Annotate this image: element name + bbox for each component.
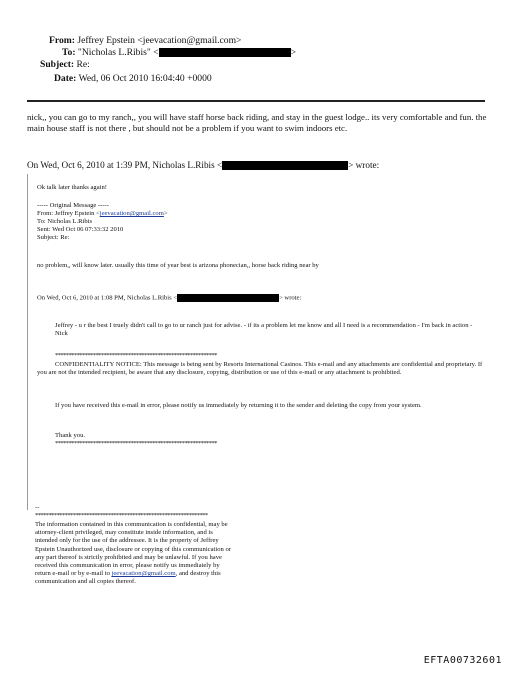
to-value: "Nicholas L.Ribis" < — [77, 47, 159, 58]
date-line — [54, 73, 212, 85]
subject-value: Re: — [76, 59, 90, 70]
to-close: > — [290, 47, 297, 58]
date-value: Wed, 06 Oct 2010 16:04:40 +0000 — [78, 73, 212, 84]
original-body: no problem,, will know later. usually this time of year best is arizona phonecian,, horse back riding near by — [37, 262, 319, 269]
original-message-header: ----- Original Message ----- — [37, 202, 109, 209]
subject-line — [40, 59, 90, 71]
stars-divider: ************************************************************ — [55, 352, 217, 359]
message-body: nick,, you can go to my ranch,, you will have staff horse back riding, and stay in the guest lodge.. its very comfortable and fun. the main house staff is not there , but should not be a problem if you want to swim indoors etc. — [27, 112, 487, 133]
date-label: Date: — [54, 73, 77, 84]
to-line — [62, 47, 296, 59]
original-from — [37, 210, 168, 218]
subject-label: Subject: — [40, 59, 75, 70]
header-divider — [27, 100, 485, 102]
to-label: To: — [62, 47, 76, 58]
original-from-close: > — [163, 210, 168, 217]
nick-message: Jeffrey - u r the best I truely didn't call to go to ur ranch just for advise. - if its a problem let me know and all I need is a recommendation - I'm back in action - Nick — [55, 322, 473, 338]
redaction-block — [159, 48, 291, 57]
reply-intro — [27, 160, 379, 171]
wrote-line-2 — [37, 294, 301, 303]
original-subject: Subject: Re: — [37, 234, 70, 241]
redaction-block — [177, 294, 279, 302]
from-label: From: — [49, 35, 75, 46]
bates-number: EFTA00732601 — [423, 655, 502, 666]
footer-disclaimer-end: , and destroy this communication and all copies thereof. — [35, 570, 221, 586]
footer-disclaimer — [35, 521, 235, 587]
reply-intro-text: On Wed, Oct 6, 2010 at 1:39 PM, Nicholas L.Ribis < — [27, 160, 223, 170]
quoted-reply — [27, 174, 490, 510]
thank-you: Thank you. — [55, 432, 86, 439]
email-link[interactable]: jeevacation@gmail.com — [99, 210, 164, 217]
signature-dashes: -- — [35, 504, 40, 511]
quoted-line: Ok talk later thanks again! — [37, 184, 107, 191]
original-from-text: From: Jeffrey Epstein < — [37, 210, 100, 217]
reply-intro-wrote: > wrote: — [348, 160, 380, 170]
footer-disclaimer-text: The information contained in this communication is confidential, may be attorney-client privileged, may constitute inside information, and is intended only for the use of the addressee. It is the property of Jeffrey Epstein Unauthorized use, disclosure or copying of this communication or any part thereof is strictly prohibited and may be unlawful. If you have received this communication in error, please notify us immediately by return e-mail or by e-mail to — [35, 521, 231, 578]
wrote-line-2-text: On Wed, Oct 6, 2010 at 1:08 PM, Nicholas L.Ribis < — [37, 294, 178, 302]
from-value: Jeffrey Epstein <jeevacation@gmail.com> — [77, 35, 242, 46]
from-line — [49, 35, 241, 47]
confidentiality-notice — [37, 361, 485, 377]
redaction-block — [222, 161, 348, 170]
original-to: To: Nicholas L.Ribis — [37, 218, 93, 225]
original-sent: Sent: Wed Oct 06 07:33:32 2010 — [37, 226, 124, 233]
error-notice — [37, 402, 485, 410]
email-link[interactable]: jeevacation@gmail.com — [111, 570, 176, 578]
error-notice-text: If you have received this e-mail in error, please notify us immediately by returning it to the sender and deleting the copy from your system. — [55, 402, 422, 409]
stars-divider: ************************************************************ — [55, 440, 217, 447]
confidentiality-notice-text: CONFIDENTIALITY NOTICE: This message is being sent by Resorts International Casinos. This e-mail and any attachments are confidential and proprietary. If you are not the intended recipient, be aware that any disclosure, copying, distribution or use of this e-mail or any attachment is prohibited. — [37, 361, 483, 377]
wrote-line-2-wrote: > wrote: — [279, 294, 302, 302]
footer-stars: **************************************************************** — [35, 512, 208, 519]
